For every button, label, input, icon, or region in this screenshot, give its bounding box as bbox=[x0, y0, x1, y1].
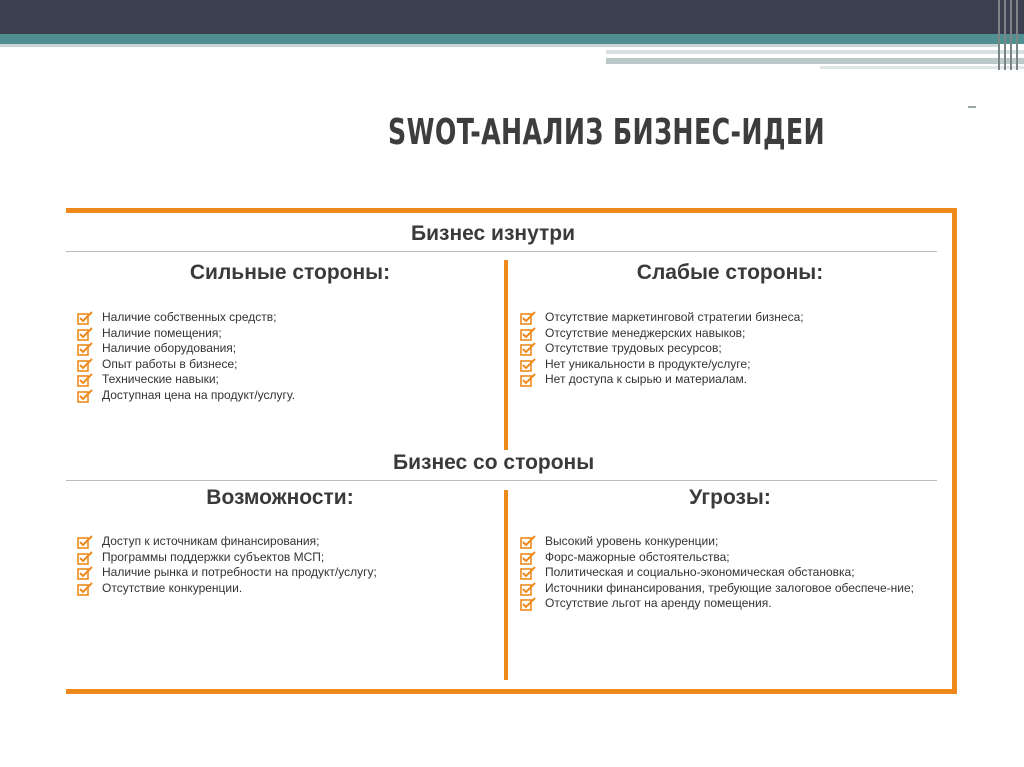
list-item: Технические навыки; bbox=[77, 372, 295, 388]
slide-header-accent bbox=[0, 34, 1024, 44]
header-vertical-lines bbox=[996, 0, 1024, 70]
list-item: Отсутствие маркетинговой стратегии бизнеса; bbox=[520, 310, 804, 326]
list-item: Наличие оборудования; bbox=[77, 341, 295, 357]
frame-bottom-border bbox=[66, 689, 957, 694]
page-title: SWOT-АНАЛИЗ БИЗНЕС-ИДЕИ bbox=[388, 112, 826, 153]
list-item: Наличие собственных средств; bbox=[77, 310, 295, 326]
checkbox-check-icon bbox=[77, 566, 93, 580]
checkbox-check-icon bbox=[520, 582, 536, 596]
quadrant-divider bbox=[504, 490, 508, 680]
list-item: Отсутствие менеджерских навыков; bbox=[520, 326, 804, 342]
decor-dash bbox=[968, 106, 976, 108]
frame-right-border bbox=[952, 208, 957, 694]
quadrant-divider bbox=[504, 260, 508, 450]
slide-header-line bbox=[0, 44, 1000, 47]
checkbox-check-icon bbox=[520, 551, 536, 565]
header-stripe bbox=[606, 58, 1024, 64]
list-item: Высокий уровень конкуренции; bbox=[520, 534, 945, 550]
checkbox-check-icon bbox=[520, 535, 536, 549]
list-item: Форс-мажорные обстоятельства; bbox=[520, 550, 945, 566]
list-item: Доступ к источникам финансирования; bbox=[77, 534, 377, 550]
checkbox-check-icon bbox=[77, 373, 93, 387]
strengths-heading: Сильные стороны: bbox=[189, 261, 391, 284]
checkbox-check-icon bbox=[77, 342, 93, 356]
strengths-list bbox=[77, 310, 295, 404]
opportunities-heading: Возможности: bbox=[206, 486, 354, 509]
list-item: Отсутствие конкуренции. bbox=[77, 581, 377, 597]
checkbox-check-icon bbox=[520, 597, 536, 611]
divider-line bbox=[66, 251, 937, 252]
list-item: Политическая и социально-экономическая обстановка; bbox=[520, 565, 945, 581]
frame-top-border bbox=[66, 208, 957, 213]
checkbox-check-icon bbox=[520, 373, 536, 387]
checkbox-check-icon bbox=[77, 327, 93, 341]
checkbox-check-icon bbox=[77, 358, 93, 372]
section-heading-inside: Бизнес изнутри bbox=[411, 222, 576, 245]
list-item: Наличие рынка и потребности на продукт/услугу; bbox=[77, 565, 377, 581]
list-item: Доступная цена на продукт/услугу. bbox=[77, 388, 295, 404]
list-item: Отсутствие трудовых ресурсов; bbox=[520, 341, 804, 357]
threats-list bbox=[520, 534, 945, 612]
list-item: Источники финансирования, требующие залоговое обеспече-ние; bbox=[520, 581, 945, 597]
threats-heading: Угрозы: bbox=[689, 486, 771, 509]
checkbox-check-icon bbox=[77, 311, 93, 325]
section-heading-outside: Бизнес со стороны bbox=[393, 451, 595, 474]
header-stripe bbox=[820, 66, 1024, 69]
checkbox-check-icon bbox=[77, 535, 93, 549]
checkbox-check-icon bbox=[520, 566, 536, 580]
checkbox-check-icon bbox=[77, 551, 93, 565]
divider-line bbox=[66, 480, 937, 481]
list-item: Нет доступа к сырью и материалам. bbox=[520, 372, 804, 388]
checkbox-check-icon bbox=[520, 327, 536, 341]
opportunities-list bbox=[77, 534, 377, 596]
checkbox-check-icon bbox=[77, 582, 93, 596]
list-item: Программы поддержки субъектов МСП; bbox=[77, 550, 377, 566]
checkbox-check-icon bbox=[77, 389, 93, 403]
header-stripe bbox=[606, 50, 1024, 54]
weaknesses-list bbox=[520, 310, 804, 388]
weaknesses-heading: Слабые стороны: bbox=[636, 261, 824, 284]
list-item: Нет уникальности в продукте/услуге; bbox=[520, 357, 804, 373]
list-item: Наличие помещения; bbox=[77, 326, 295, 342]
checkbox-check-icon bbox=[520, 311, 536, 325]
checkbox-check-icon bbox=[520, 358, 536, 372]
checkbox-check-icon bbox=[520, 342, 536, 356]
slide-header-bar bbox=[0, 0, 1024, 34]
list-item: Отсутствие льгот на аренду помещения. bbox=[520, 596, 945, 612]
list-item: Опыт работы в бизнесе; bbox=[77, 357, 295, 373]
